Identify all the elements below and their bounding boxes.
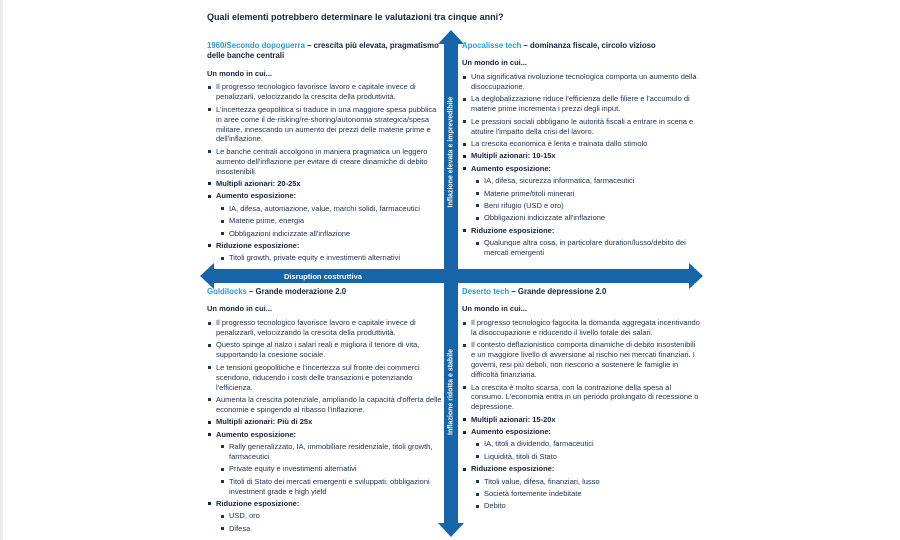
bullet-item [475, 452, 700, 462]
bullet-text: Multipli azionari: 20-25x [216, 178, 301, 188]
bullet-marker-icon [221, 220, 224, 223]
page-left-edge [0, 0, 3, 540]
bullet-marker-icon [221, 527, 224, 530]
bullet-text: Titoli di Stato dei mercati emergenti e sviluppati, obbligazioni investment grade e high yield [229, 476, 430, 496]
bullet-marker-icon [476, 242, 479, 245]
quadrant-title-accent: Goldilocks [207, 287, 247, 296]
bullet-item [207, 340, 445, 360]
bullet-marker-icon [476, 180, 479, 183]
bullet-item [220, 216, 440, 226]
bullet-text: IA, titoli a dividendo, farmaceutici [484, 439, 594, 449]
bullet-marker-icon [208, 108, 211, 111]
bullet-text: Debito [484, 501, 506, 511]
bullet-text: Multipli azionari: 15-20x [471, 414, 556, 424]
bullet-text: Qualunque altra cosa, in particolare duration/lusso/debito dei mercati emergenti [484, 238, 686, 258]
bullet-item [475, 477, 700, 487]
bullet-item [475, 201, 703, 211]
bullet-marker-icon [476, 443, 479, 446]
bullet-text: Multipli azionari: 10-15x [471, 151, 556, 161]
bullet-item [207, 82, 440, 102]
bullet-marker-icon [208, 433, 211, 436]
bullet-marker-icon [476, 480, 479, 483]
bullet-marker-icon [476, 192, 479, 195]
quadrant-title-rest: – crescita più elevata, pragmatismo delle banche centrali [207, 41, 439, 61]
bullet-text: Materie prime, energia [229, 216, 305, 226]
bullet-item [462, 340, 700, 380]
bullet-text: Il progresso tecnologico favorisce lavoro e capitale invece di penalizzarli, velocizzando la crescita della produttività. [216, 318, 416, 338]
bullet-marker-icon [208, 344, 211, 347]
bullet-marker-icon [208, 182, 211, 185]
quadrant-deserto-tech [462, 287, 700, 514]
quadrant-intro: Un mondo in cui... [462, 304, 527, 314]
bullet-list [462, 72, 703, 258]
bullet-text: Titoli value, difesa, finanziari, lusso [484, 476, 600, 486]
vertical-axis-bottom-label: Inflazione ridotta e stabile [447, 349, 455, 435]
bullet-item [462, 415, 700, 425]
bullet-text: Le banche centrali accolgono in maniera pragmatica un leggero aumento dell'inflazione per evitare di creare dinamiche di debito insostenibili. [216, 146, 428, 176]
bullet-item [207, 241, 440, 251]
bullet-marker-icon [208, 322, 211, 325]
bullet-text: Una significativa rivoluzione tecnologica comporta un aumento della disoccupazione. [471, 72, 697, 92]
quadrant-title-accent: Deserto tech [462, 287, 510, 296]
arrow-right-icon [689, 263, 703, 289]
bullet-item [220, 253, 440, 263]
bullet-marker-icon [476, 204, 479, 207]
bullet-item [475, 439, 700, 449]
bullet-item [220, 204, 440, 214]
bullet-item [475, 489, 700, 499]
quadrant-title [207, 287, 445, 297]
bullet-text: Riduzione esposizione: [471, 225, 555, 235]
bullet-text: Obbligazioni indicizzate all'inflazione [484, 213, 606, 223]
bullet-text: Rally generalizzato, IA, immobiliare residenziale, titoli growth, farmaceutici [229, 441, 433, 461]
bullet-item [475, 176, 703, 186]
bullet-marker-icon [463, 229, 466, 232]
bullet-marker-icon [463, 418, 466, 421]
bullet-text: USD, oro [229, 511, 260, 521]
bullet-marker-icon [463, 468, 466, 471]
quadrant-intro: Un mondo in cui... [207, 68, 272, 78]
bullet-marker-icon [463, 76, 466, 79]
bullet-text: Private equity e investimenti alternativi [229, 464, 357, 474]
bullet-item [462, 151, 703, 161]
bullet-text: Difesa [229, 523, 251, 533]
bullet-marker-icon [221, 257, 224, 260]
bullet-item [207, 147, 440, 177]
quadrant-title-accent: 1960/Secondo dopoguerra [207, 41, 305, 50]
bullet-text: Le pressioni sociali obbligano le autorità fiscali a entrare in scena e attutire l'impatto della crisi del lavoro. [471, 116, 694, 136]
bullet-text: La deglobalizzazione riduce l'efficienza delle filiere e l'accumulo di materie prime incrementa i prezzi degli input. [471, 94, 690, 114]
quadrant-title-accent: Apocalisse tech [462, 41, 522, 50]
bullet-item [462, 464, 700, 474]
bullet-item [220, 477, 445, 497]
bullet-item [462, 139, 703, 149]
bullet-text: L'incertezza geopolitica si traduce in una maggiore spesa pubblica in aree come il de-risking/re-shoring/autonomia strategica/spesa militare, innescando un aumento dei prezzi delle materie prime e dell'inflazione. [216, 104, 437, 144]
quadrant-apocalisse-tech [462, 41, 703, 260]
bullet-text: Beni rifugio (USD e oro) [484, 200, 564, 210]
bullet-marker-icon [463, 167, 466, 170]
bullet-marker-icon [208, 244, 211, 247]
bullet-text: Multipli azionari: Più di 25x [216, 417, 313, 427]
bullet-item [475, 189, 703, 199]
bullet-marker-icon [463, 386, 466, 389]
bullet-text: Questo spinge al rialzo i salari reali e migliora il tenore di vita, supportando la coesione sociale. [216, 340, 420, 360]
bullet-marker-icon [463, 322, 466, 325]
bullet-marker-icon [476, 217, 479, 220]
bullet-marker-icon [476, 455, 479, 458]
bullet-marker-icon [221, 232, 224, 235]
bullet-marker-icon [221, 515, 224, 518]
bullet-marker-icon [221, 468, 224, 471]
quadrant-intro: Un mondo in cui... [462, 58, 527, 68]
bullet-item [220, 511, 445, 521]
bullet-text: Il contesto deflazionistico comporta dinamiche di debito insostenibili e un maggiore livello di avversione al rischio nei mercati finanziari. I governi, resi più deboli, non riescono a sostenere le famiglie in difficoltà finanziaria. [471, 340, 696, 380]
bullet-marker-icon [208, 150, 211, 153]
bullet-text: IA, difesa, automazione, value, marchi solidi, farmaceutici [229, 203, 420, 213]
bullet-text: Riduzione esposizione: [216, 240, 300, 250]
bullet-item [207, 191, 440, 201]
bullet-text: Materie prime/titoli minerari [484, 188, 575, 198]
quadrant-title-rest: – Grande depressione 2.0 [509, 287, 607, 296]
bullet-item [207, 395, 445, 415]
vertical-axis-top-label: Inflazione elevata e imprevedibile [447, 96, 455, 208]
quadrant-1960-secondo-dopoguerra [207, 41, 440, 266]
bullet-text: Aumento esposizione: [216, 429, 297, 439]
bullet-marker-icon [208, 366, 211, 369]
bullet-item [207, 105, 440, 145]
bullet-item [462, 94, 703, 114]
bullet-list [207, 318, 445, 533]
bullet-item [220, 464, 445, 474]
bullet-item [462, 117, 703, 137]
bullet-item [220, 442, 445, 462]
bullet-marker-icon [463, 344, 466, 347]
bullet-text: Il progresso tecnologico favorisce lavoro e capitale invece di penalizzarli, velocizzando la crescita della produttività. [216, 82, 416, 102]
bullet-list [462, 318, 700, 511]
page-title: Quali elementi potrebbero determinare le valutazioni tra cinque anni? [207, 12, 504, 22]
bullet-text: La crescita economica è lenta e trainata dallo stimolo [471, 139, 648, 149]
quadrant-title-rest: – Grande moderazione 2.0 [246, 287, 347, 296]
bullet-text: IA, difesa, sicurezza informatica, farmaceutici [484, 176, 635, 186]
bullet-text: Società fortemente indebitate [484, 489, 582, 499]
quadrant-title [462, 41, 703, 51]
bullet-marker-icon [463, 120, 466, 123]
quadrant-title-rest: – dominanza fiscale, circolo vizioso [521, 41, 656, 50]
bullet-marker-icon [476, 505, 479, 508]
bullet-item [207, 430, 445, 440]
bullet-text: Aumenta la crescita potenziale, ampliando la capacità d'offerta delle economie e spingendo al ribasso l'inflazione. [216, 394, 442, 414]
bullet-marker-icon [463, 98, 466, 101]
bullet-marker-icon [463, 155, 466, 158]
bullet-text: Il progresso tecnologico fagocita la domanda aggregata incentivando la disoccupazione e riducendo il livello totale dei salari. [471, 318, 700, 338]
bullet-item [475, 213, 703, 223]
bullet-item [462, 226, 703, 236]
bullet-text: Riduzione esposizione: [216, 498, 300, 508]
bullet-item [462, 427, 700, 437]
bullet-item [220, 524, 445, 534]
bullet-item [475, 501, 700, 511]
bullet-item [462, 318, 700, 338]
bullet-text: Obbligazioni indicizzate all'inflazione [229, 228, 351, 238]
bullet-item [462, 72, 703, 92]
bullet-item [220, 229, 440, 239]
bullet-marker-icon [208, 421, 211, 424]
bullet-marker-icon [208, 86, 211, 89]
bullet-marker-icon [221, 445, 224, 448]
bullet-text: La crescita è molto scarsa, con la contrazione della spesa al consumo. L'economia entra in un periodo prolungato di recessione o depressione. [471, 382, 699, 412]
bullet-marker-icon [476, 493, 479, 496]
bullet-marker-icon [463, 431, 466, 434]
bullet-text: Riduzione esposizione: [471, 464, 555, 474]
bullet-item [207, 363, 445, 393]
quadrant-title [207, 41, 440, 62]
bullet-text: Le tensioni geopolitiche e l'incertezza sul fronte dei commerci scendono, riducendo i costi delle transazioni e potenziando l'efficienza. [216, 362, 420, 392]
quadrant-title [462, 287, 700, 297]
quadrant-goldilocks [207, 287, 445, 536]
bullet-marker-icon [463, 143, 466, 146]
bullet-marker-icon [221, 480, 224, 483]
bullet-list [207, 82, 440, 263]
bullet-item [475, 238, 703, 258]
horizontal-axis-label: Disruption costruttiva [284, 272, 362, 281]
bullet-text: Titoli growth, private equity e investimenti alternativi [229, 253, 401, 263]
bullet-item [207, 318, 445, 338]
bullet-item [462, 164, 703, 174]
bullet-item [207, 179, 440, 189]
bullet-item [462, 383, 700, 413]
bullet-marker-icon [208, 398, 211, 401]
bullet-marker-icon [221, 207, 224, 210]
bullet-marker-icon [208, 502, 211, 505]
bullet-text: Aumento esposizione: [471, 427, 552, 437]
bullet-text: Aumento esposizione: [471, 163, 552, 173]
bullet-item [207, 499, 445, 509]
bullet-text: Aumento esposizione: [216, 191, 297, 201]
bullet-text: Liquidità, titoli di Stato [484, 451, 557, 461]
quadrant-intro: Un mondo in cui... [207, 304, 272, 314]
bullet-marker-icon [208, 195, 211, 198]
bullet-item [207, 417, 445, 427]
